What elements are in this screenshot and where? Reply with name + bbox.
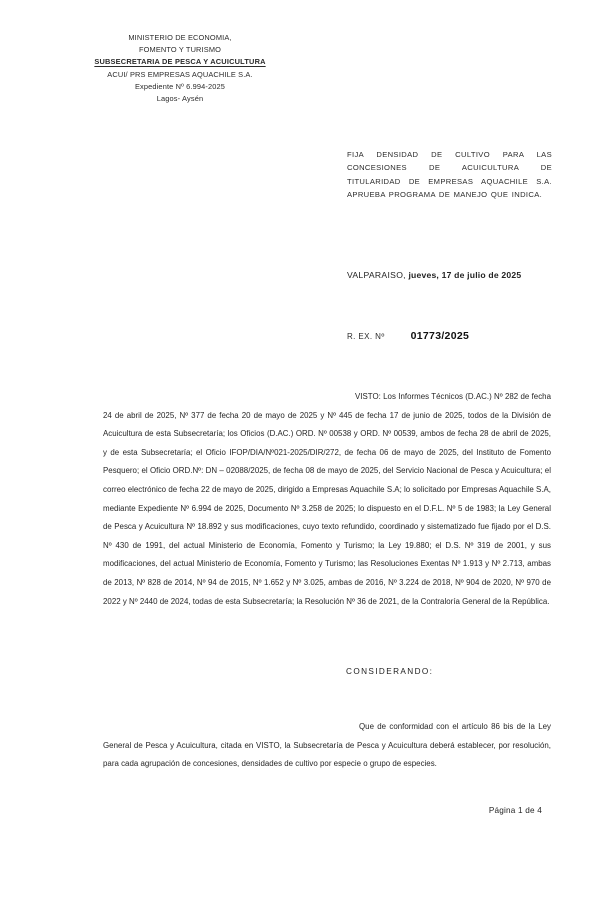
resolution-row <box>347 330 469 342</box>
letterhead-company: ACUI/ PRS EMPRESAS AQUACHILE S.A. <box>107 69 253 79</box>
letterhead <box>48 32 312 105</box>
letterhead-subsecretary-text: SUBSECRETARIA DE PESCA Y ACUICULTURA <box>94 57 266 67</box>
visto-text: VISTO: Los Informes Técnicos (D.AC.) Nº 282 de fecha 24 de abril de 2025, Nº 377 de fecha 20 de mayo de 2025 y Nº 445 de fecha 17 de junio de 2025, todos de la División de Acuicultura de esta Subsecretaría; los Oficios (D.AC.) ORD. Nº 00538 y ORD. Nº 00539, ambos de fecha 28 de abril de 2025, y de esta Subsecretaría; el Oficio IFOP/DIA/Nº021-2025/DIR/272, de fecha 06 de mayo de 2025, del Instituto de Fomento Pesquero; el Oficio ORD.Nº: DN ‒ 02088/2025, de fecha 08 de mayo de 2025, del Servicio Nacional de Pesca y Acuicultura; el correo electrónico de fecha 22 de mayo de 2025, dirigido a Empresas Aquachile S.A; lo solicitado por Empresas Aquachile S.A, mediante Expediente Nº 6.994 de 2025, Documento Nº 3.258 de 2025; lo dispuesto en el D.F.L. Nº 5 de 1983; la Ley General de Pesca y Acuicultura Nº 18.892 y sus modificaciones, cuyo texto refundido, coordinado y sistematizado fue fijado por el D.S. Nº 430 de 1991, del actual Ministerio de Economía, Fomento y Turismo; la Ley 19.880; el D.S. Nº 319 de 2001, y sus modificaciones, del actual Ministerio de Economía, Fomento y Turismo; las Resoluciones Exentas Nº 1.913 y Nº 2.713, ambas de 2013, Nº 828 de 2014, Nº 94 de 2015, Nº 1.652 y Nº 3.025, ambas de 2016, Nº 3.224 de 2018, Nº 904 de 2020, Nº 970 de 2022 y Nº 2440 de 2024, todas de esta Subsecretaría; la Resolución Nº 36 de 2021, de la Contraloría General de la República. <box>103 392 551 606</box>
document-subject: FIJA DENSIDAD DE CULTIVO PARA LAS CONCESIONES DE ACUICULTURA DE TITULARIDAD DE EMPRESAS AQUACHILE S.A. APRUEBA PROGRAMA DE MANEJO QUE INDICA. <box>347 150 552 200</box>
resolution-number: 01773/2025 <box>410 330 470 342</box>
spacer-visto-considerando <box>103 611 551 667</box>
letterhead-subsecretary <box>48 56 312 68</box>
letterhead-region: Lagos- Aysén <box>156 94 204 104</box>
document-date: jueves, 17 de julio de 2025 <box>408 270 522 280</box>
letterhead-ministry-line2: FOMENTO Y TURISMO <box>138 45 222 55</box>
letterhead-file-number: Expediente Nº 6.994-2025 <box>134 81 226 91</box>
place-city: VALPARAISO, <box>347 270 406 280</box>
considerando-text: Que de conformidad con el artículo 86 bis de la Ley General de Pesca y Acuicultura, citada en VISTO, la Subsecretaría de Pesca y Acuicultura deberá establecer, por resolución, para cada agrupación de concesiones, densidades de cultivo por especie o grupo de especies. <box>103 722 551 769</box>
visto-paragraph <box>103 388 551 611</box>
resolution-label: R. EX. Nº <box>347 332 385 341</box>
page-number: Página 1 de 4 <box>488 806 542 815</box>
spacer-considerando-body <box>103 676 551 718</box>
document-body <box>103 388 551 774</box>
considerando-heading: CONSIDERANDO: <box>346 667 434 677</box>
considerando-paragraph <box>103 718 551 774</box>
place-and-date <box>347 270 521 280</box>
letterhead-ministry-line1: MINISTERIO DE ECONOMIA, <box>128 33 232 42</box>
